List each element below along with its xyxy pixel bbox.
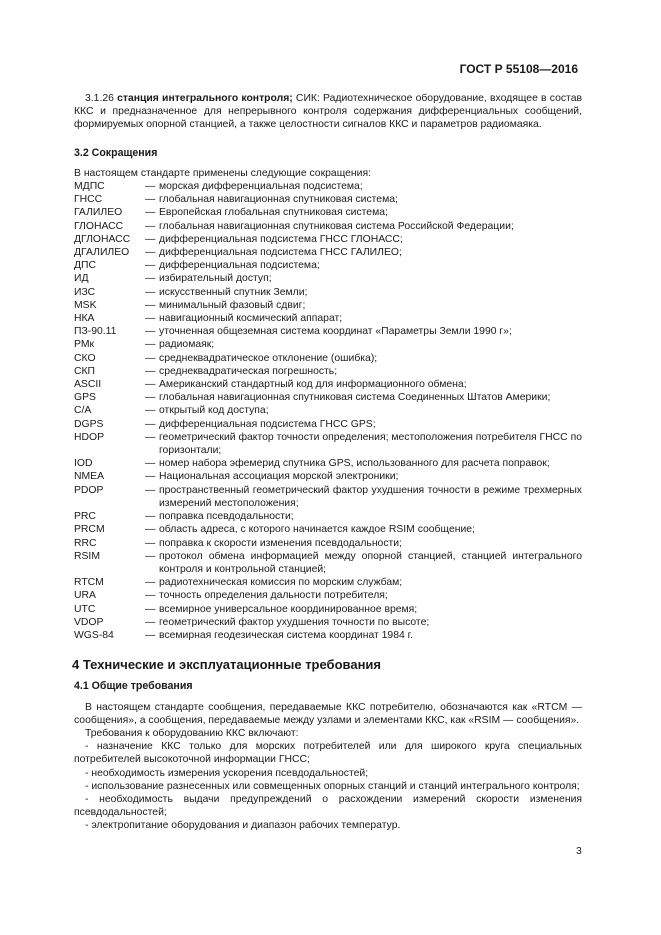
requirement-item: - назначение ККС только для морских потребителей или для широкого круга специальных потребителей высокоточной информации ГНСС; [74,741,582,766]
section41-heading: 4.1 Общие требования [74,680,193,693]
abbreviation-dash: — [145,550,156,562]
abbreviation-definition: точность определения дальности потребителя; [159,590,388,602]
abbreviations-heading: 3.2 Сокращения [74,146,158,159]
definition-number: 3.1.26 [85,93,114,104]
abbreviation-row [74,523,582,536]
abbreviation-dash: — [145,220,156,232]
abbreviation-term: PRC [74,511,96,523]
abbreviation-dash: — [145,326,156,338]
abbreviation-dash: — [145,339,156,351]
abbreviation-row [74,220,582,233]
abbreviation-row [74,510,582,523]
abbreviation-definition: всемирная геодезическая система координат 1984 г. [159,629,414,641]
page-content [74,92,582,833]
abbreviation-row [74,206,582,219]
abbreviation-definition: дифференциальная подсистема ГНСС ГЛОНАСС; [159,233,403,245]
abbreviation-row [74,629,582,642]
abbreviation-term: WGS-84 [74,629,114,641]
section41-para1: В настоящем стандарте сообщения, передаваемые ККС потребителю, обозначаются как «RTCM — сообщения», а сообщения, передаваемые между узлами и элементами ККС, как «RSIM — сообщения». [74,701,582,726]
abbreviation-row [74,193,582,206]
abbreviation-dash: — [145,511,156,523]
abbreviation-dash: — [145,616,156,628]
abbreviation-definition: дифференциальная подсистема; [159,260,320,272]
abbreviation-row [74,550,582,576]
abbreviation-dash: — [145,379,156,391]
abbreviation-term: HDOP [74,431,105,443]
abbreviation-definition: среднеквадратическое отклонение (ошибка); [159,352,378,364]
abbreviation-term: NMEA [74,471,105,483]
abbreviation-dash: — [145,352,156,364]
abbreviation-term: РМк [74,339,95,351]
abbreviation-definition: дифференциальная подсистема ГНСС ГАЛИЛЕО; [159,247,402,259]
abbreviation-term: ПЗ-90.11 [74,326,117,338]
abbreviation-term: RTCM [74,577,104,589]
section41-para2: Требования к оборудованию ККС включают: [85,727,299,739]
abbreviation-definition: открытый код доступа; [159,405,269,417]
abbreviation-definition: радиотехническая комиссия по морским службам; [159,577,403,589]
abbreviation-definition: морская дифференциальная подсистема; [159,181,363,193]
section4-heading: 4 Технические и эксплуатационные требования [72,657,382,673]
abbreviation-dash: — [145,524,156,536]
abbreviation-row [74,246,582,259]
requirement-item: - необходимость выдачи предупреждений о расхождении измерений скорости изменения псевдодальностей; [74,793,582,819]
abbreviation-term: PDOP [74,484,104,496]
abbreviation-dash: — [145,260,156,272]
abbreviation-definition: пространственный геометрический фактор ухудшения точности в режиме трехмерных измерений местоположения; [159,484,582,509]
abbreviation-term: ASCII [74,379,102,391]
definition-term: станция интегрального контроля; [117,93,293,104]
abbreviation-definition: поправка псевдодальности; [159,511,294,523]
abbreviation-definition: Национальная ассоциация морской электроники; [159,471,399,483]
abbreviation-row [74,603,582,616]
abbreviation-term: ГЛОНАСС [74,220,124,232]
abbreviation-row [74,537,582,550]
abbreviation-dash: — [145,207,156,219]
abbreviation-row [74,470,582,483]
abbreviation-row [74,365,582,378]
abbreviation-row [74,418,582,431]
abbreviation-definition: искусственный спутник Земли; [159,286,308,298]
abbreviation-dash: — [145,313,156,325]
abbreviation-dash: — [145,418,156,430]
abbreviation-row [74,431,582,457]
abbreviation-term: НКА [74,313,95,325]
abbreviation-dash: — [145,299,156,311]
abbreviation-dash: — [145,405,156,417]
abbreviation-definition: минимальный фазовый сдвиг; [159,299,306,311]
abbreviation-row [74,352,582,365]
abbreviation-definition: дифференциальная подсистема ГНСС GPS; [159,418,376,430]
document-header: ГОСТ Р 55108—2016 [459,62,578,76]
abbreviation-row [74,259,582,272]
abbreviation-term: PRCM [74,524,105,536]
abbreviation-row [74,378,582,391]
abbreviation-dash: — [145,247,156,259]
abbreviation-definition: навигационный космический аппарат; [159,313,343,325]
abbreviation-definition: радиомаяк; [159,339,215,351]
abbreviation-dash: — [145,181,156,193]
requirement-item: - использование разнесенных или совмещенных опорных станций и станций интегрального контроля; [85,780,580,792]
abbreviation-row [74,616,582,629]
abbreviation-row [74,589,582,602]
abbreviation-definition: протокол обмена информацией между опорной станцией, станцией интегрального контроля и контрольной станцией; [159,550,582,575]
abbreviation-dash: — [145,603,156,615]
abbreviation-definition: поправка к скорости изменения псевдодальности; [159,537,402,549]
abbreviation-dash: — [145,458,156,470]
abbreviation-dash: — [145,537,156,549]
abbreviations-intro: В настоящем стандарте применены следующие сокращения: [74,167,371,179]
abbreviation-dash: — [145,471,156,483]
requirements-list [74,740,582,832]
abbreviation-dash: — [145,194,156,206]
abbreviation-term: ДГАЛИЛЕО [74,247,130,259]
abbreviation-dash: — [145,577,156,589]
definition-paragraph [74,92,582,132]
abbreviation-definition: избирательный доступ; [159,273,272,285]
abbreviation-dash: — [145,365,156,377]
abbreviation-term: СКП [74,365,96,377]
abbreviation-term: ИЗС [74,286,96,298]
abbreviations-list [74,180,582,642]
abbreviation-definition: уточненная общеземная система координат «Параметры Земли 1990 г»; [159,326,512,338]
abbreviation-definition: Американский стандартный код для информационного обмена; [159,379,467,391]
abbreviation-term: ИД [74,273,89,285]
definition-text: СИК: Радиотехническое оборудование, входящее в состав ККС и предназначенное для непрерывного контроля содержания дифференциальных сообщений, формируемых опорной станцией, а также целостности сигналов ККС и параметров радиомаяка. [74,93,582,131]
abbreviation-dash: — [145,590,156,602]
abbreviation-definition: Европейская глобальная спутниковая система; [159,207,388,219]
abbreviation-dash: — [145,392,156,404]
abbreviation-term: UTC [74,603,96,615]
abbreviation-term: VDOP [74,616,104,628]
abbreviation-dash: — [145,273,156,285]
abbreviation-term: ГНСС [74,194,103,206]
abbreviation-row [74,325,582,338]
abbreviation-definition: всемирное универсальное координированное время; [159,603,418,615]
abbreviation-dash: — [145,233,156,245]
abbreviation-term: DGPS [74,418,104,430]
abbreviation-term: URA [74,590,96,602]
abbreviation-term: ДПС [74,260,97,272]
abbreviation-definition: глобальная навигационная спутниковая система Соединенных Штатов Америки; [159,392,551,404]
abbreviation-term: МДПС [74,181,105,193]
abbreviation-row [74,576,582,589]
abbreviation-term: ГАЛИЛЕО [74,207,123,219]
abbreviation-row [74,299,582,312]
page-number: 3 [576,846,582,857]
abbreviation-definition: глобальная навигационная спутниковая система; [159,194,398,206]
abbreviation-term: IOD [74,458,93,470]
abbreviation-row [74,286,582,299]
abbreviation-definition: номер набора эфемерид спутника GPS, использованного для расчета поправок; [159,458,550,470]
abbreviation-dash: — [145,286,156,298]
abbreviation-row [74,233,582,246]
requirement-item: - необходимость измерения ускорения псевдодальностей; [85,767,369,779]
abbreviation-row [74,312,582,325]
abbreviation-dash: — [145,484,156,496]
abbreviation-term: RSIM [74,550,100,562]
abbreviation-definition: область адреса, с которого начинается каждое RSIM сообщение; [159,524,475,536]
abbreviation-row [74,272,582,285]
abbreviation-row [74,338,582,351]
abbreviation-row [74,457,582,470]
abbreviation-term: ДГЛОНАСС [74,233,131,245]
abbreviation-definition: геометрический фактор точности определения; местоположения потребителя ГНСС по горизонтали; [159,431,582,457]
requirement-item: - электропитание оборудования и диапазон рабочих температур. [85,820,401,832]
abbreviation-dash: — [145,629,156,641]
abbreviation-dash: — [145,431,156,443]
abbreviation-term: СКО [74,352,96,364]
abbreviation-term: C/A [74,405,92,417]
abbreviation-definition: глобальная навигационная спутниковая система Российской Федерации; [159,220,514,232]
abbreviation-definition: среднеквадратическая погрешность; [159,365,338,377]
abbreviation-definition: геометрический фактор ухудшения точности по высоте; [159,616,430,628]
abbreviation-term: MSK [74,299,97,311]
abbreviation-row [74,404,582,417]
abbreviation-row [74,484,582,510]
abbreviation-row [74,391,582,404]
abbreviation-term: RRC [74,537,97,549]
abbreviation-row [74,180,582,193]
abbreviation-term: GPS [74,392,96,404]
